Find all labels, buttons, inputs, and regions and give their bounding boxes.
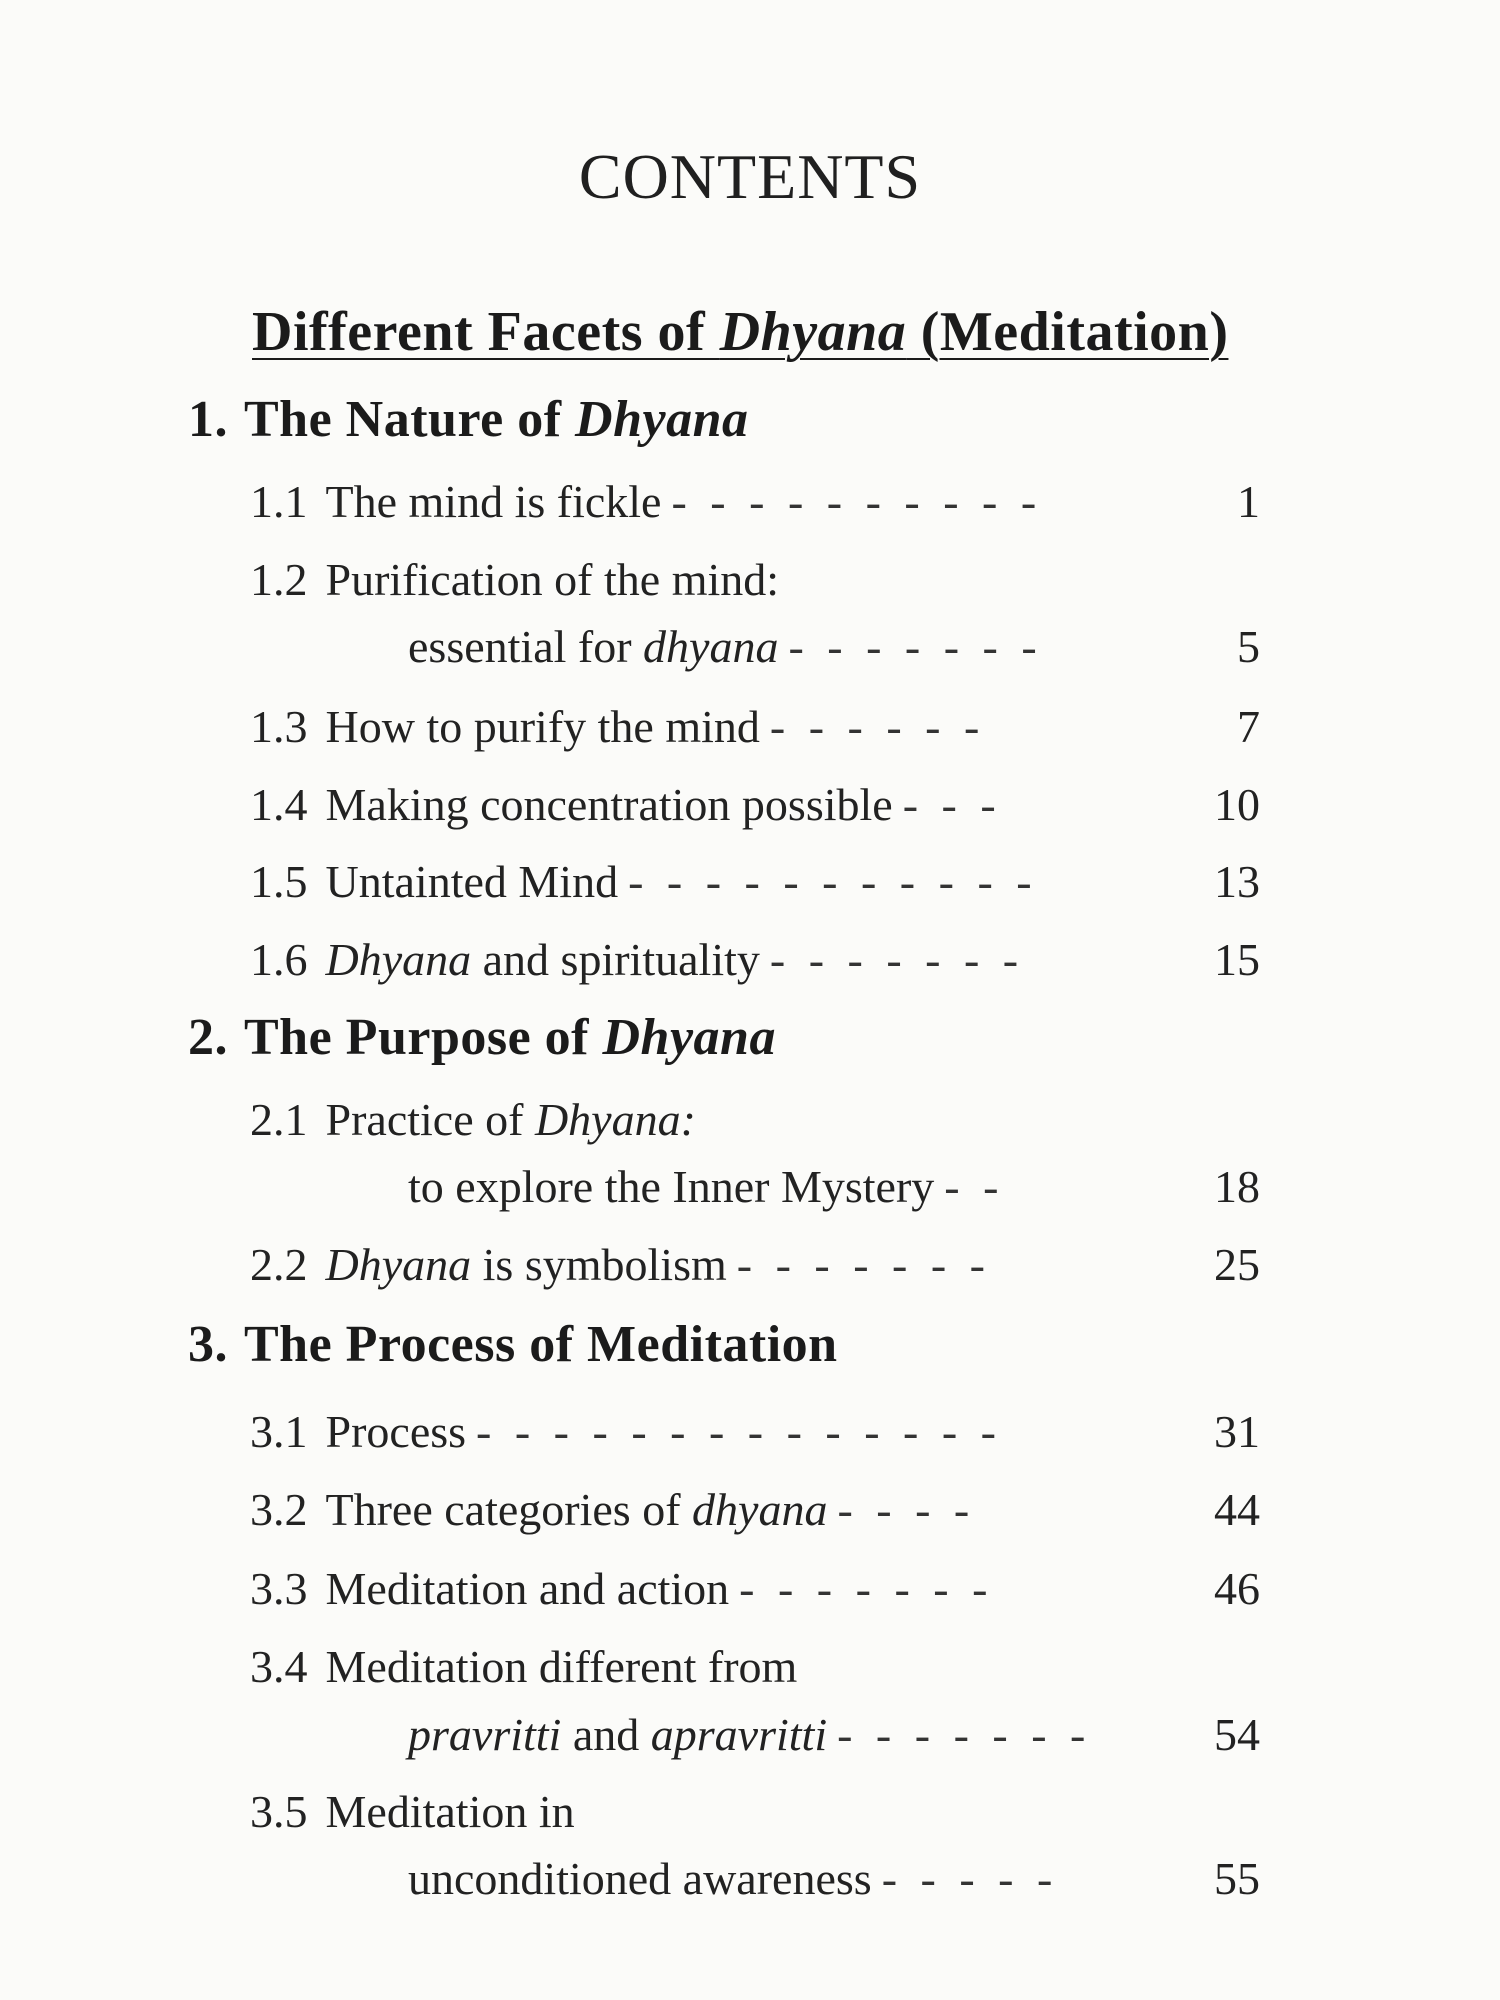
chapter-title: The Nature of xyxy=(244,391,576,448)
entry-number: 3.5 xyxy=(250,1786,308,1837)
entry-title: Practice of xyxy=(325,1094,535,1145)
dot-leader: - - - - - xyxy=(881,1853,1059,1904)
toc-entry-3-1[interactable] xyxy=(250,1405,1260,1458)
entry-title-continued: unconditioned awareness xyxy=(408,1853,872,1904)
part-title-italic: Dhyana xyxy=(719,301,907,363)
toc-entry-1-5[interactable] xyxy=(250,855,1260,908)
dot-leader: - - - - - - - xyxy=(736,1239,991,1290)
page-number: 25 xyxy=(1214,1239,1260,1290)
part-title-prefix: Different Facets of xyxy=(252,301,720,363)
entry-number: 1.4 xyxy=(250,779,308,830)
toc-entry-1-6[interactable] xyxy=(250,933,1260,986)
page-title: CONTENTS xyxy=(578,141,922,212)
entry-number: 3.2 xyxy=(250,1484,308,1535)
chapter-3-heading[interactable] xyxy=(188,1315,838,1374)
chapter-number: 2. xyxy=(188,1009,228,1066)
page-number: 31 xyxy=(1214,1406,1260,1457)
entry-title-continued: and xyxy=(561,1709,651,1760)
chapter-title: The Purpose of xyxy=(244,1009,603,1066)
entry-number: 1.3 xyxy=(250,701,308,752)
page-number: 13 xyxy=(1214,856,1260,907)
toc-entry-2-1[interactable] xyxy=(250,1093,1260,1146)
entry-number: 1.2 xyxy=(250,554,308,605)
entry-title: How to purify the mind xyxy=(325,701,760,752)
entry-title-italic: dhyana xyxy=(643,621,779,672)
entry-number: 3.3 xyxy=(250,1563,308,1614)
entry-number: 1.6 xyxy=(250,934,308,985)
entry-title: and spirituality xyxy=(471,934,760,985)
page-number: 7 xyxy=(1237,701,1260,752)
chapter-number: 1. xyxy=(188,391,228,448)
page-number: 18 xyxy=(1214,1161,1260,1212)
entry-number: 3.4 xyxy=(250,1641,308,1692)
toc-entry-2-2[interactable] xyxy=(250,1238,1260,1291)
entry-title: Meditation and action xyxy=(325,1563,730,1614)
toc-entry-3-3[interactable] xyxy=(250,1562,1260,1615)
entry-number: 1.1 xyxy=(250,476,308,527)
entry-title: Three categories of xyxy=(325,1484,693,1535)
toc-entry-1-2-continuation[interactable] xyxy=(408,620,1260,673)
dot-leader: - - xyxy=(944,1161,1005,1212)
toc-entry-1-2[interactable] xyxy=(250,553,1260,606)
toc-entry-2-1-continuation[interactable] xyxy=(408,1160,1260,1213)
chapter-title-italic: Dhyana xyxy=(575,391,749,448)
entry-title-italic: pravritti xyxy=(408,1709,562,1760)
dot-leader: - - - - - - - xyxy=(769,934,1025,985)
toc-entry-3-4[interactable] xyxy=(250,1640,1260,1693)
entry-title-italic: dhyana xyxy=(692,1484,828,1535)
page-number: 10 xyxy=(1214,779,1260,830)
dot-leader: - - - - - - - - - - - xyxy=(628,856,1038,907)
dot-leader: - - - - - - xyxy=(769,701,986,752)
entry-title: Meditation different from xyxy=(325,1641,798,1692)
toc-entry-3-5[interactable] xyxy=(250,1785,1260,1838)
page-number: 5 xyxy=(1237,621,1260,672)
dot-leader: - - - - - - - xyxy=(739,1563,994,1614)
chapter-title: The Process of Meditation xyxy=(244,1316,838,1373)
entry-title: Purification of the mind: xyxy=(325,554,780,605)
page-number: 15 xyxy=(1214,934,1260,985)
toc-entry-1-4[interactable] xyxy=(250,778,1260,831)
entry-title-italic: Dhyana: xyxy=(534,1094,696,1145)
page-number: 46 xyxy=(1214,1563,1260,1614)
toc-entry-1-3[interactable] xyxy=(250,700,1260,753)
dot-leader: - - - xyxy=(902,779,1002,830)
part-title-suffix: (Meditation) xyxy=(906,301,1229,363)
entry-title-continued: to explore the Inner Mystery xyxy=(408,1161,935,1212)
entry-title: Meditation in xyxy=(325,1786,575,1837)
toc-entry-3-4-continuation[interactable] xyxy=(408,1708,1260,1761)
dot-leader: - - - - - - - - - - - - - - xyxy=(476,1406,1003,1457)
page-number: 55 xyxy=(1214,1853,1260,1904)
chapter-title-italic: Dhyana xyxy=(602,1009,776,1066)
dot-leader: - - - - - - - xyxy=(837,1709,1092,1760)
chapter-1-heading[interactable] xyxy=(188,390,749,449)
entry-number: 2.2 xyxy=(250,1239,308,1290)
entry-title: Making concentration possible xyxy=(325,779,893,830)
page-number: 54 xyxy=(1214,1709,1260,1760)
toc-entry-1-1[interactable] xyxy=(250,475,1260,528)
dot-leader: - - - - - - - xyxy=(788,621,1043,672)
dot-leader: - - - - xyxy=(837,1484,976,1535)
page-number: 44 xyxy=(1214,1484,1260,1535)
toc-entry-3-2[interactable] xyxy=(250,1483,1260,1536)
entry-title-continued: essential for xyxy=(408,621,644,672)
chapter-2-heading[interactable] xyxy=(188,1008,776,1067)
entry-title-italic: apravritti xyxy=(650,1709,828,1760)
part-title xyxy=(252,300,1228,364)
entry-title: Process xyxy=(325,1406,467,1457)
entry-title-italic: Dhyana xyxy=(325,1239,472,1290)
toc-entry-3-5-continuation[interactable] xyxy=(408,1852,1260,1905)
dot-leader: - - - - - - - - - - xyxy=(671,476,1043,527)
entry-number: 3.1 xyxy=(250,1406,308,1457)
entry-title: is symbolism xyxy=(471,1239,727,1290)
entry-title: The mind is fickle xyxy=(325,476,662,527)
chapter-number: 3. xyxy=(188,1316,228,1373)
entry-title-italic: Dhyana xyxy=(325,934,472,985)
page-number: 1 xyxy=(1237,476,1260,527)
entry-number: 2.1 xyxy=(250,1094,308,1145)
entry-number: 1.5 xyxy=(250,856,308,907)
entry-title: Untainted Mind xyxy=(325,856,619,907)
